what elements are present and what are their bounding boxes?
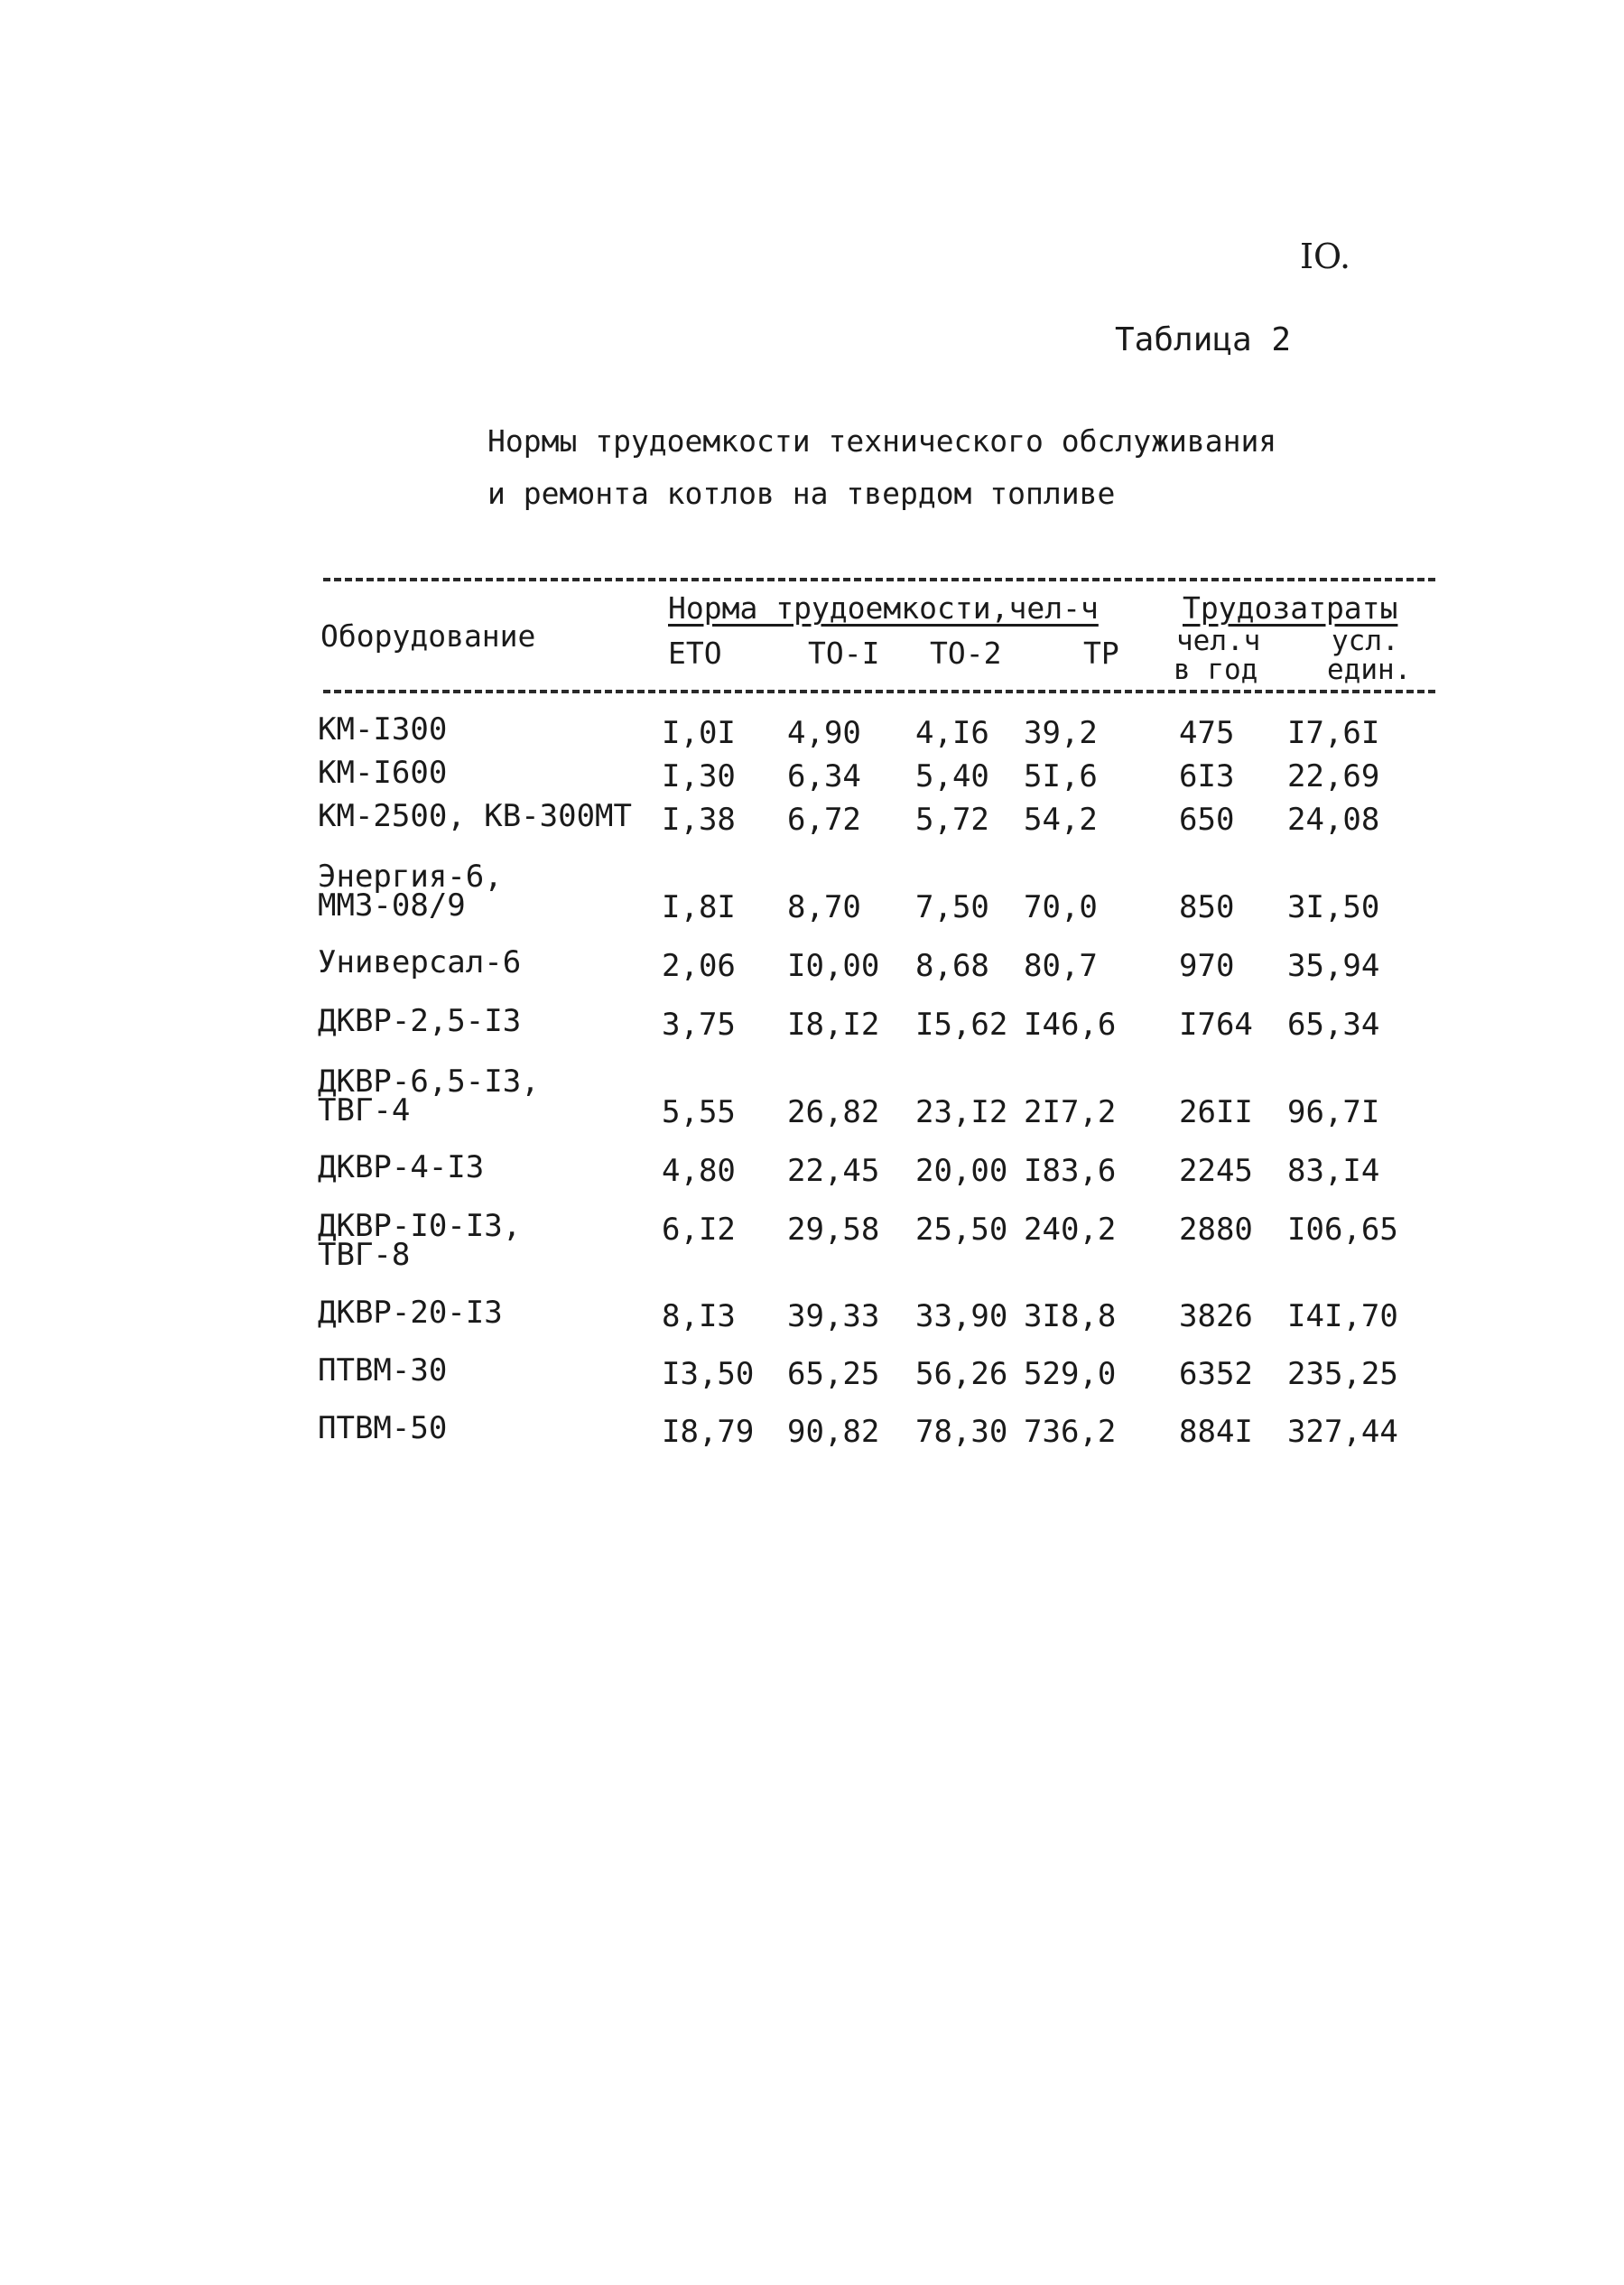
to1-value: 65,25 — [787, 1356, 880, 1392]
equipment-name: Универсал-6 — [318, 944, 522, 980]
eto-value: I,8I — [662, 889, 736, 925]
equipment-name: ДКВР-2,5-I3 — [318, 1003, 522, 1039]
to2-value: 8,68 — [915, 948, 989, 984]
to1-value: 39,33 — [787, 1298, 880, 1334]
table-row — [0, 1208, 1624, 1275]
to1-value: 22,45 — [787, 1153, 880, 1189]
conventional-units: 35,94 — [1287, 948, 1380, 984]
tr-value: 529,0 — [1024, 1356, 1117, 1392]
equipment-name: КМ-2500, КВ-300МТ — [318, 798, 632, 834]
person-hours-year: 884I — [1179, 1414, 1253, 1450]
conventional-units: 96,7I — [1287, 1094, 1380, 1130]
conventional-units: I7,6I — [1287, 715, 1380, 751]
table-row — [0, 859, 1624, 925]
equipment-name: ДКВР-20-I3 — [318, 1295, 503, 1331]
equipment-name: КМ-I600 — [318, 755, 448, 791]
eto-value: I8,79 — [662, 1414, 755, 1450]
equipment-name: ПТВМ-50 — [318, 1410, 448, 1446]
to1-value: 29,58 — [787, 1212, 880, 1248]
tr-value: 80,7 — [1024, 948, 1098, 984]
conventional-units: I4I,70 — [1287, 1298, 1398, 1334]
conventional-units: 83,I4 — [1287, 1153, 1380, 1189]
person-hours-year: 3826 — [1179, 1298, 1253, 1334]
tr-value: 39,2 — [1024, 715, 1098, 751]
to2-value: 78,30 — [915, 1414, 1008, 1450]
conventional-units: 22,69 — [1287, 758, 1380, 794]
header-eto: ЕТО — [668, 636, 722, 671]
table-row — [0, 1295, 1624, 1361]
table-row — [0, 1352, 1624, 1419]
to2-value: I5,62 — [915, 1007, 1008, 1043]
tr-value: 240,2 — [1024, 1212, 1117, 1248]
person-hours-year: 26II — [1179, 1094, 1253, 1130]
eto-value: 5,55 — [662, 1094, 736, 1130]
to1-value: 6,34 — [787, 758, 861, 794]
eto-value: I,30 — [662, 758, 736, 794]
tr-value: I83,6 — [1024, 1153, 1117, 1189]
conventional-units: 65,34 — [1287, 1007, 1380, 1043]
person-hours-year: 2880 — [1179, 1212, 1253, 1248]
person-hours-year: 650 — [1179, 802, 1235, 838]
to1-value: 26,82 — [787, 1094, 880, 1130]
to1-value: 6,72 — [787, 802, 861, 838]
header-units: един. — [1327, 654, 1412, 686]
table-row — [0, 798, 1624, 865]
equipment-name: ДКВР-I0-I3, ТВГ-8 — [318, 1208, 522, 1273]
eto-value: I3,50 — [662, 1356, 755, 1392]
page-number: IO. — [1300, 237, 1351, 276]
eto-value: 6,I2 — [662, 1212, 736, 1248]
to2-value: 5,40 — [915, 758, 989, 794]
header-per-year: в год — [1174, 654, 1258, 686]
table-row — [0, 1410, 1624, 1477]
tr-value: 54,2 — [1024, 802, 1098, 838]
to2-value: 25,50 — [915, 1212, 1008, 1248]
to1-value: 8,70 — [787, 889, 861, 925]
equipment-name: КМ-I300 — [318, 711, 448, 748]
person-hours-year: 2245 — [1179, 1153, 1253, 1189]
to2-value: 56,26 — [915, 1356, 1008, 1392]
to1-value: 90,82 — [787, 1414, 880, 1450]
table-row — [0, 1003, 1624, 1070]
to2-value: 20,00 — [915, 1153, 1008, 1189]
eto-value: I,0I — [662, 715, 736, 751]
eto-value: 4,80 — [662, 1153, 736, 1189]
to2-value: 4,I6 — [915, 715, 989, 751]
conventional-units: 235,25 — [1287, 1356, 1398, 1392]
person-hours-year: 6352 — [1179, 1356, 1253, 1392]
tr-value: I46,6 — [1024, 1007, 1117, 1043]
table-row — [0, 1064, 1624, 1130]
person-hours-year: 6I3 — [1179, 758, 1235, 794]
equipment-name: ПТВМ-30 — [318, 1352, 448, 1389]
eto-value: I,38 — [662, 802, 736, 838]
header-usl: усл. — [1332, 625, 1399, 657]
conventional-units: 3I,50 — [1287, 889, 1380, 925]
header-bottom-rule — [323, 690, 1435, 693]
person-hours-year: 850 — [1179, 889, 1235, 925]
equipment-name: ДКВР-6,5-I3, ТВГ-4 — [318, 1064, 540, 1129]
person-hours-year: 970 — [1179, 948, 1235, 984]
conventional-units: 327,44 — [1287, 1414, 1398, 1450]
header-norm-group: Норма трудоемкости,чел-ч — [668, 590, 1099, 626]
header-chel-h: чел.ч — [1176, 625, 1261, 657]
conventional-units: 24,08 — [1287, 802, 1380, 838]
eto-value: 8,I3 — [662, 1298, 736, 1334]
header-to2: ТО-2 — [930, 636, 1002, 671]
header-labor-group: Трудозатраты — [1183, 590, 1398, 626]
header-to1: ТО-I — [808, 636, 880, 671]
tr-value: 70,0 — [1024, 889, 1098, 925]
title-line-1: Нормы трудоемкости технического обслуживания — [487, 423, 1277, 459]
to2-value: 7,50 — [915, 889, 989, 925]
header-top-rule — [323, 578, 1435, 581]
to2-value: 23,I2 — [915, 1094, 1008, 1130]
to2-value: 33,90 — [915, 1298, 1008, 1334]
table-label: Таблица 2 — [1115, 321, 1292, 358]
table-title — [487, 415, 1276, 520]
tr-value: 2I7,2 — [1024, 1094, 1117, 1130]
to2-value: 5,72 — [915, 802, 989, 838]
table-row — [0, 944, 1624, 1011]
equipment-name: ДКВР-4-I3 — [318, 1149, 485, 1185]
table-row — [0, 1149, 1624, 1216]
to1-value: I0,00 — [787, 948, 880, 984]
person-hours-year: 475 — [1179, 715, 1235, 751]
title-line-2: и ремонта котлов на твердом топливе — [487, 476, 1116, 511]
eto-value: 3,75 — [662, 1007, 736, 1043]
header-tr: ТР — [1083, 636, 1119, 671]
eto-value: 2,06 — [662, 948, 736, 984]
to1-value: 4,90 — [787, 715, 861, 751]
tr-value: 5I,6 — [1024, 758, 1098, 794]
header-equipment: Оборудование — [320, 618, 536, 654]
conventional-units: I06,65 — [1287, 1212, 1398, 1248]
tr-value: 736,2 — [1024, 1414, 1117, 1450]
equipment-name: Энергия-6, ММЗ-08/9 — [318, 859, 503, 924]
person-hours-year: I764 — [1179, 1007, 1253, 1043]
tr-value: 3I8,8 — [1024, 1298, 1117, 1334]
to1-value: I8,I2 — [787, 1007, 880, 1043]
